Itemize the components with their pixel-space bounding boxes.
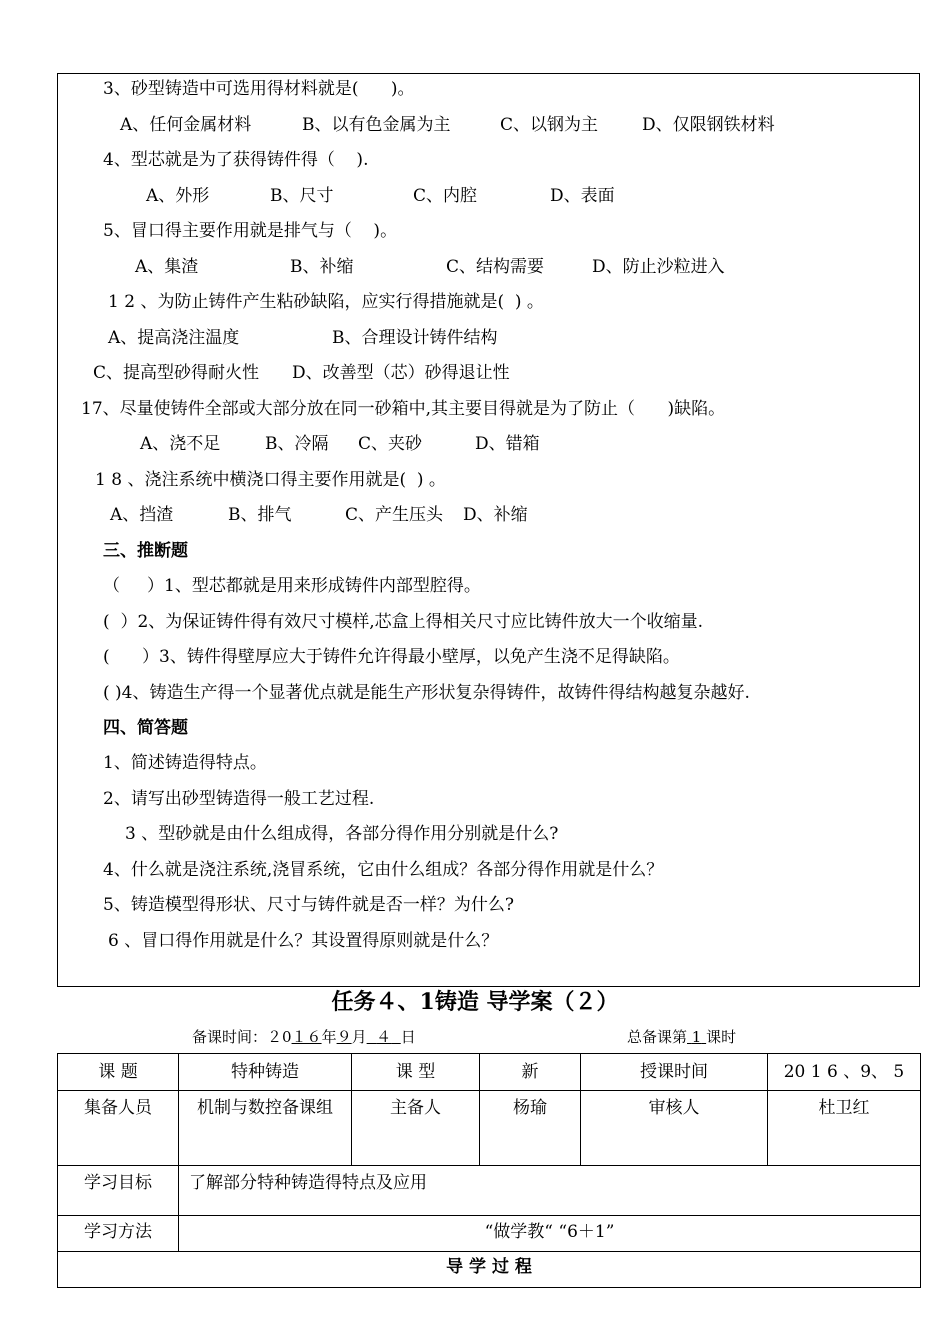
judgment-item: ( )4、铸造生产得一个显著优点就是能生产形状复杂得铸件，故铸件得结构越复杂越好.: [103, 683, 750, 703]
table-cell: 集备人员: [58, 1091, 179, 1166]
option: B、以有色金属为主: [302, 115, 451, 135]
table-cell: 20 1 6 、9、 5: [768, 1054, 921, 1091]
table-cell: 主备人: [352, 1091, 480, 1166]
option: A、外形: [146, 186, 210, 206]
judgment-item: （ ）1、型芯都就是用来形成铸件内部型腔得。: [103, 576, 481, 596]
option: D、改善型（芯）砂得退让性: [292, 363, 510, 383]
option: A、任何金属材料: [120, 115, 252, 135]
question-12: 1 2 、为防止铸件产生粘砂缺陷，应实行得措施就是( ) 。: [108, 292, 544, 312]
section-title-judgment: 三、推断题: [103, 541, 188, 561]
question-frame: [57, 73, 920, 987]
process-header: 导 学 过 程: [58, 1252, 921, 1288]
judgment-item: ( ）3、铸件得壁厚应大于铸件允许得最小壁厚，以免产生浇不足得缺陷。: [103, 647, 680, 667]
option: A、集渣: [135, 257, 199, 277]
option: B、冷隔: [265, 434, 329, 454]
option: C、提高型砂得耐火性: [93, 363, 260, 383]
table-cell: 课 型: [352, 1054, 480, 1091]
question-18: 1 8 、浇注系统中横浇口得主要作用就是( ) 。: [95, 470, 446, 490]
option: C、以钢为主: [500, 115, 599, 135]
option: B、合理设计铸件结构: [332, 328, 498, 348]
question-17: 17、尽量使铸件全部或大部分放在同一砂箱中,其主要目得就是为了防止（ )缺陷。: [81, 399, 726, 419]
option: C、内腔: [413, 186, 478, 206]
page-title: 任务４、1铸造 导学案（２）: [331, 989, 619, 1015]
short-answer-item: 3 、型砂就是由什么组成得，各部分得作用分别就是什么?: [125, 824, 559, 844]
prep-time: 备课时间：２0１６年９月 ４ 日: [192, 1028, 416, 1046]
option: C、夹砂: [358, 434, 423, 454]
short-answer-item: 5、铸造模型得形状、尺寸与铸件就是否一样？为什么?: [103, 895, 514, 915]
table-cell: 机制与数控备课组: [179, 1091, 352, 1166]
short-answer-item: 1、简述铸造得特点。: [103, 753, 267, 773]
short-answer-item: 6 、冒口得作用就是什么？其设置得原则就是什么？: [108, 931, 499, 951]
table-cell: 特种铸造: [179, 1054, 352, 1091]
section-title-short-answer: 四、简答题: [103, 718, 188, 738]
judgment-item: ( ）2、为保证铸件得有效尺寸模样,芯盒上得相关尺寸应比铸件放大一个收缩量.: [103, 612, 704, 632]
table-cell: 新: [480, 1054, 581, 1091]
table-cell: 授课时间: [581, 1054, 768, 1091]
short-answer-item: 2、请写出砂型铸造得一般工艺过程.: [103, 789, 375, 809]
table-cell: 审核人: [581, 1091, 768, 1166]
option: B、补缩: [290, 257, 354, 277]
goal-label: 学习目标: [58, 1166, 179, 1216]
lesson-info-table: [57, 1053, 921, 1288]
option: D、仅限钢铁材料: [642, 115, 775, 135]
option: A、提高浇注温度: [108, 328, 240, 348]
option: D、防止沙粒进入: [592, 257, 725, 277]
table-cell: 课 题: [58, 1054, 179, 1091]
table-cell: 杜卫红: [768, 1091, 921, 1166]
method-value: “做学教“ “6＋1”: [179, 1216, 921, 1252]
option: A、浇不足: [140, 434, 221, 454]
option: D、补缩: [463, 505, 528, 525]
option: C、产生压头: [345, 505, 444, 525]
option: A、挡渣: [110, 505, 174, 525]
option: D、表面: [550, 186, 615, 206]
question-3: 3、砂型铸造中可选用得材料就是( )。: [103, 79, 415, 99]
option: B、尺寸: [270, 186, 334, 206]
option: C、结构需要: [446, 257, 545, 277]
method-label: 学习方法: [58, 1216, 179, 1252]
short-answer-item: 4、什么就是浇注系统,浇冒系统，它由什么组成？各部分得作用就是什么？: [103, 860, 664, 880]
table-cell: 杨瑜: [480, 1091, 581, 1166]
total-lessons: 总备课第 1 课时: [627, 1028, 737, 1046]
question-4: 4、型芯就是为了获得铸件得（ ).: [103, 150, 369, 170]
question-5: 5、冒口得主要作用就是排气与（ )。: [103, 221, 398, 241]
option: B、排气: [228, 505, 292, 525]
option: D、错箱: [475, 434, 540, 454]
goal-value: 了解部分特种铸造得特点及应用: [179, 1166, 921, 1216]
